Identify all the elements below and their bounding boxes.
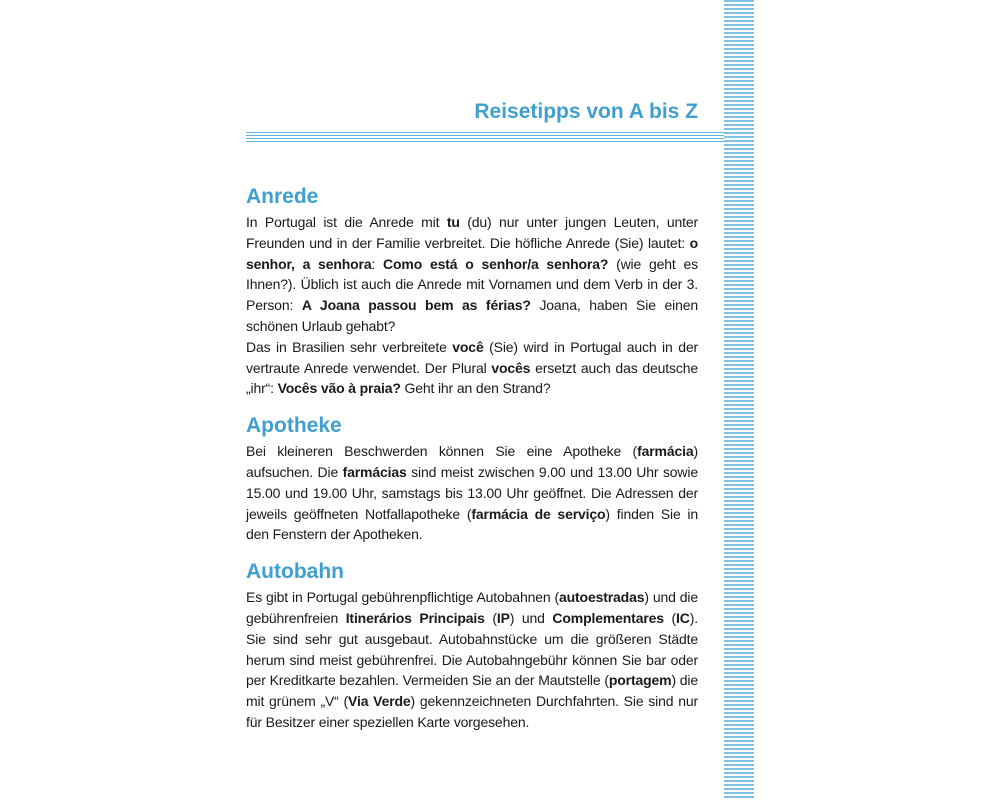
text-run: Es gibt in Portugal gebührenpflichtige Autobahnen ( bbox=[246, 589, 559, 606]
paragraph bbox=[246, 587, 698, 733]
paragraph bbox=[246, 337, 698, 399]
section-title: Autobahn bbox=[246, 560, 344, 584]
text-run: (wie geht es Ihnen?). Üblich ist auch die Anrede mit Vornamen und dem Verb in der 3. Person: bbox=[246, 255, 698, 314]
bold-term: Complementares bbox=[552, 609, 664, 626]
text-run: Geht ihr an den Strand? bbox=[400, 380, 551, 397]
text-run: ) die mit grünem „V“ ( bbox=[246, 672, 698, 710]
paragraph bbox=[246, 441, 698, 545]
text-run: : bbox=[371, 255, 384, 272]
section-title: Apotheke bbox=[246, 414, 342, 438]
content-column bbox=[246, 184, 698, 747]
bold-term: A Joana passou bem as férias? bbox=[301, 297, 531, 314]
text-run: (Sie) wird in Portugal auch in der vertraute Anrede verwendet. Der Plural bbox=[246, 338, 698, 376]
bold-term: IP bbox=[496, 609, 510, 626]
bold-term: autoestradas bbox=[559, 589, 645, 606]
text-run: Bei kleineren Beschwerden können Sie eine Apotheke ( bbox=[246, 443, 638, 460]
text-run: ) aufsuchen. Die bbox=[246, 443, 698, 480]
paragraph bbox=[246, 212, 698, 337]
text-run: ) finden Sie in den Fenstern der Apotheken. bbox=[246, 505, 698, 543]
text-run: ersetzt auch das deutsche „ihr“: bbox=[246, 359, 698, 397]
text-run: In Portugal ist die Anrede mit bbox=[246, 214, 447, 230]
bold-term: farmácia de serviço bbox=[471, 505, 606, 522]
text-run: ( bbox=[484, 609, 497, 626]
bold-term: tu bbox=[446, 214, 460, 230]
text-run: ) und die gebührenfreien bbox=[246, 589, 698, 626]
header-rule bbox=[246, 132, 724, 142]
bold-term: o senhor, a senhora bbox=[246, 234, 698, 272]
section-anrede bbox=[246, 184, 698, 399]
text-run: ) und bbox=[509, 609, 553, 626]
page-title: Reisetipps von A bis Z bbox=[474, 100, 698, 123]
bold-term: Vocês vão à praia? bbox=[277, 380, 401, 397]
text-run: Joana, haben Sie einen schönen Urlaub gehabt? bbox=[246, 297, 698, 334]
text-run: Das in Brasilien sehr verbreitete bbox=[246, 338, 453, 355]
bold-term: portagem bbox=[608, 672, 672, 689]
bold-term: IC bbox=[676, 609, 690, 626]
section-title: Anrede bbox=[246, 185, 319, 208]
text-run: ) gekennzeichneten Durchfahrten. Sie sind nur für Besitzer einer speziellen Karte vorgesehen. bbox=[246, 693, 698, 730]
bold-term: Como está o senhor/a senhora? bbox=[383, 255, 609, 272]
bold-term: Itinerários Principais bbox=[345, 609, 485, 626]
side-stripe-decoration bbox=[724, 0, 754, 800]
bold-term: vocês bbox=[491, 359, 531, 376]
bold-term: farmácias bbox=[342, 463, 407, 480]
text-run: ( bbox=[663, 609, 677, 626]
text-run: (du) nur unter jungen Leuten, unter Freunden und in der Familie verbreitet. Die höfliche Anrede (Sie) lautet: bbox=[246, 214, 698, 251]
bold-term: você bbox=[452, 338, 484, 355]
bold-term: farmácia bbox=[637, 443, 694, 460]
text-run: sind meist zwischen 9.00 und 13.00 Uhr sowie 15.00 und 19.00 Uhr, samstags bis 13.00 Uhr geöffnet. Die Adressen der jeweils geöffneten Notfallapotheke ( bbox=[246, 463, 698, 522]
section-autobahn bbox=[246, 559, 698, 733]
bold-term: Via Verde bbox=[348, 693, 411, 710]
text-run: ). Sie sind sehr gut ausgebaut. Autobahnstücke um die größeren Städte herum sind meist gebührenfrei. Die Autobahngebühr können Sie bar oder per Kreditkarte bezahlen. Vermeiden Sie an der Mautstelle ( bbox=[246, 609, 698, 689]
section-apotheke bbox=[246, 413, 698, 545]
